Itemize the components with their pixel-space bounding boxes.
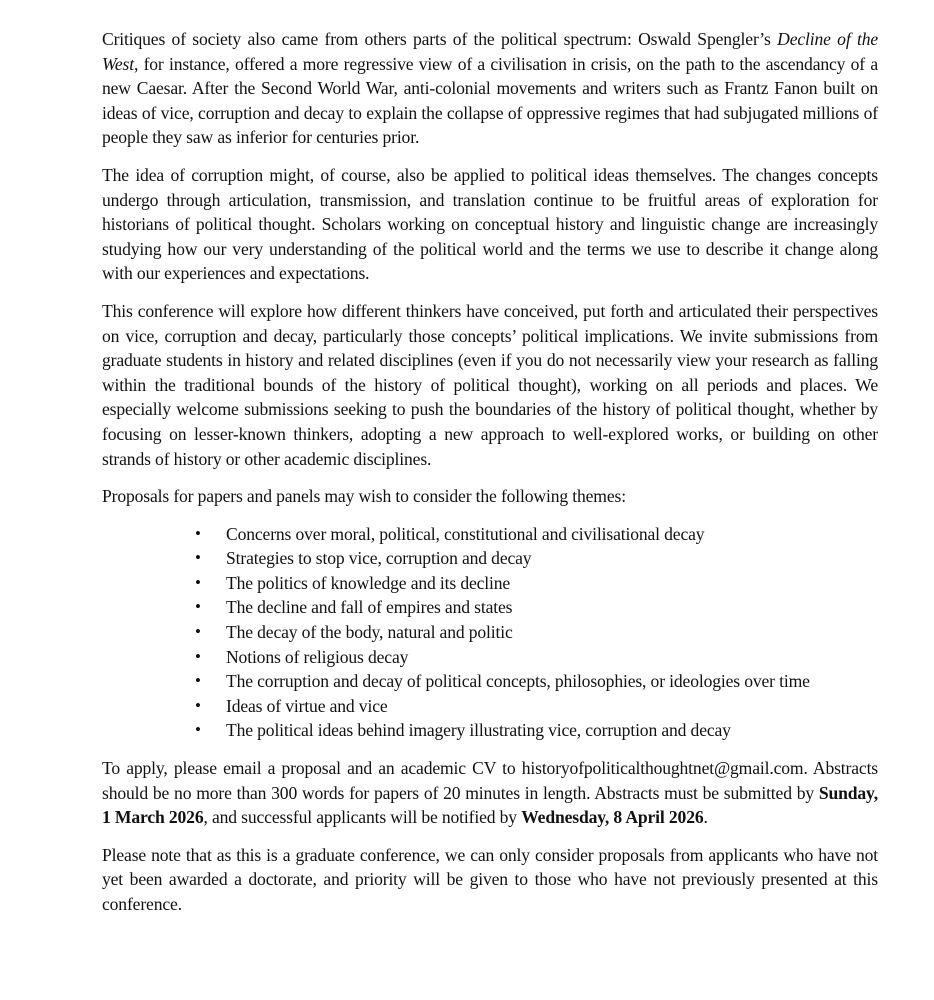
bullet-icon: •: [195, 671, 201, 691]
paragraph-critiques-text-start: Critiques of society also came from others parts of the political spectrum: Oswald Spengler’s: [102, 29, 778, 49]
theme-item: [102, 595, 878, 620]
paragraph-conference-scope: This conference will explore how different thinkers have conceived, put forth and articulated their perspectives on vice, corruption and decay, particularly those concepts’ political implications. We invite submissions from graduate students in history and related disciplines (even if you do not necessarily view your research as falling within the traditional bounds of the history of political thought), working on all periods and places. We especially welcome submissions seeking to push the boundaries of the history of political thought, whether by focusing on lesser-known thinkers, adopting a new approach to well-explored works, or building on other strands of history or other academic disciplines.: [102, 300, 878, 469]
theme-text: Strategies to stop vice, corruption and decay: [226, 548, 532, 569]
theme-item: [102, 620, 878, 645]
theme-text: Ideas of virtue and vice: [226, 695, 388, 716]
notification-date: Wednesday, 8 April 2026: [521, 807, 704, 828]
theme-item: [102, 669, 878, 694]
bullet-icon: •: [195, 597, 201, 617]
apply-middle-text: . Abstracts should be no more than 300 words for papers of 20 minutes in length. Abstracts must be submitted by: [102, 758, 879, 803]
bullet-icon: •: [195, 622, 201, 642]
theme-item: [102, 645, 878, 670]
themes-list: [102, 522, 878, 743]
paragraph-critiques-text-end: , for instance, offered a more regressive view of a civilisation in crisis, on the path to the ascendancy of a new Caesar. After the Second World War, anti-colonial movements and writers such as Frantz Fanon built on ideas of vice, corruption and decay to explain the collapse of oppressive regimes that had subjugated millions of people they saw as inferior for centuries prior.: [102, 53, 878, 148]
theme-text: The corruption and decay of political concepts, philosophies, or ideologies over time: [226, 671, 810, 692]
theme-item: [102, 571, 878, 596]
theme-item: [102, 694, 878, 719]
theme-item: [102, 718, 878, 743]
bullet-icon: •: [195, 572, 201, 592]
paragraph-themes-intro: Proposals for papers and panels may wish to consider the following themes:: [102, 486, 626, 507]
theme-text: Notions of religious decay: [226, 646, 409, 667]
contact-email: historyofpoliticalthoughtnet@gmail.com: [521, 758, 804, 779]
theme-text: Concerns over moral, political, constitutional and civilisational decay: [226, 523, 705, 544]
paragraph-corruption-of-ideas: The idea of corruption might, of course, also be applied to political ideas themselves. The changes concepts undergo through articulation, transmission, and translation continue to be fruitful areas of exploration for historians of political thought. Scholars working on conceptual history and linguistic change are increasingly studying how our very understanding of the political world and the terms we use to describe it change along with our experiences and expectations.: [102, 164, 878, 284]
paragraph-how-to-apply: [102, 756, 878, 830]
theme-text: The politics of knowledge and its decline: [226, 572, 511, 593]
theme-text: The decay of the body, natural and politic: [226, 622, 513, 643]
theme-item: [102, 522, 878, 547]
bullet-icon: •: [195, 646, 201, 666]
bullet-icon: •: [195, 720, 201, 740]
submission-deadline: Sunday, 1 March 2026: [102, 782, 878, 828]
apply-intro-text: To apply, please email a proposal and an academic CV to: [102, 758, 522, 779]
bullet-icon: •: [195, 523, 201, 543]
document-page: [102, 27, 878, 930]
paragraph-critiques: [102, 27, 878, 150]
theme-text: The decline and fall of empires and states: [226, 597, 513, 618]
apply-between-text: , and successful applicants will be notified by: [203, 807, 522, 828]
theme-text: The political ideas behind imagery illustrating vice, corruption and decay: [226, 720, 731, 741]
book-title: Decline of the West: [102, 29, 878, 74]
apply-end-text: .: [703, 807, 708, 828]
bullet-icon: •: [195, 548, 201, 568]
paragraph-eligibility: Please note that as this is a graduate conference, we can only consider proposals from applicants who have not yet been awarded a doctorate, and priority will be given to those who have not previously presented at this conference.: [102, 844, 878, 914]
bullet-icon: •: [195, 695, 201, 715]
theme-item: [102, 546, 878, 571]
